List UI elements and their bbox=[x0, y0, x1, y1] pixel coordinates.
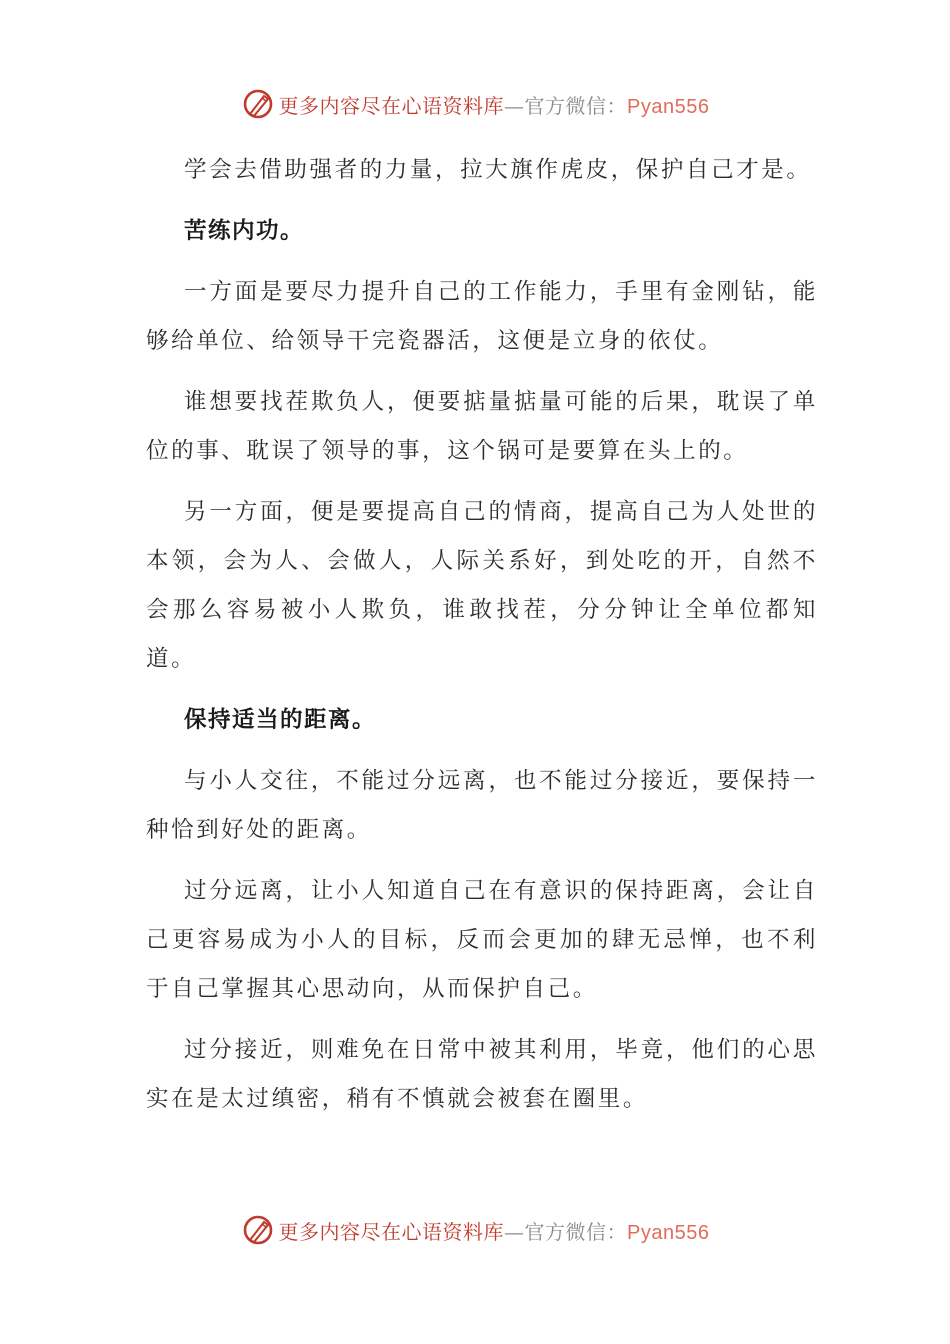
paragraph-2: 一方面是要尽力提升自己的工作能力，手里有金刚钻，能够给单位、给领导干完瓷器活，这便是立身的依仗。 bbox=[146, 279, 818, 354]
paragraph-3: 谁想要找茬欺负人，便要掂量掂量可能的后果，耽误了单位的事、耽误了领导的事，这个锅可是要算在头上的。 bbox=[146, 389, 818, 464]
banner-wechat-label: 官方微信： bbox=[524, 1219, 628, 1244]
paragraph-4: 另一方面，便是要提高自己的情商，提高自己为人处世的本领，会为人、会做人，人际关系好，到处吃的开，自然不会那么容易被小人欺负，谁敢找茬，分分钟让全单位都知道。 bbox=[146, 499, 818, 672]
header-banner-inner bbox=[241, 87, 710, 121]
banner-site-name: 更多内容尽在心语资料库 bbox=[278, 1219, 505, 1244]
pen-circle-logo-icon bbox=[241, 87, 275, 121]
heading-keep-distance: 保持适当的距离。 bbox=[184, 707, 377, 733]
footer-banner-text bbox=[279, 1216, 710, 1245]
banner-wechat-id: Pyan556 bbox=[627, 1221, 710, 1244]
banner-wechat-id: Pyan556 bbox=[627, 95, 710, 118]
banner-site-name: 更多内容尽在心语资料库 bbox=[278, 93, 505, 118]
heading-practice-skills: 苦练内功。 bbox=[184, 218, 305, 244]
header-banner-text bbox=[279, 90, 710, 119]
paragraph-6: 过分远离，让小人知道自己在有意识的保持距离，会让自己更容易成为小人的目标，反而会更加的肆无忌惮，也不利于自己掌握其心思动向，从而保护自己。 bbox=[146, 878, 818, 1002]
footer-banner-inner bbox=[241, 1213, 710, 1247]
banner-dash: — bbox=[504, 93, 525, 118]
paragraph-7: 过分接近，则难免在日常中被其利用，毕竟，他们的心思实在是太过缜密，稍有不慎就会被套在圈里。 bbox=[146, 1037, 818, 1112]
banner-wechat-label: 官方微信： bbox=[524, 93, 628, 118]
paragraph-5: 与小人交往，不能过分远离，也不能过分接近，要保持一种恰到好处的距离。 bbox=[146, 768, 818, 843]
pen-circle-logo-icon bbox=[241, 1213, 275, 1247]
banner-dash: — bbox=[504, 1219, 525, 1244]
header-banner bbox=[0, 84, 950, 124]
document-body bbox=[146, 146, 818, 1136]
footer-banner bbox=[0, 1210, 950, 1250]
paragraph-1: 学会去借助强者的力量，拉大旗作虎皮，保护自己才是。 bbox=[184, 157, 812, 183]
